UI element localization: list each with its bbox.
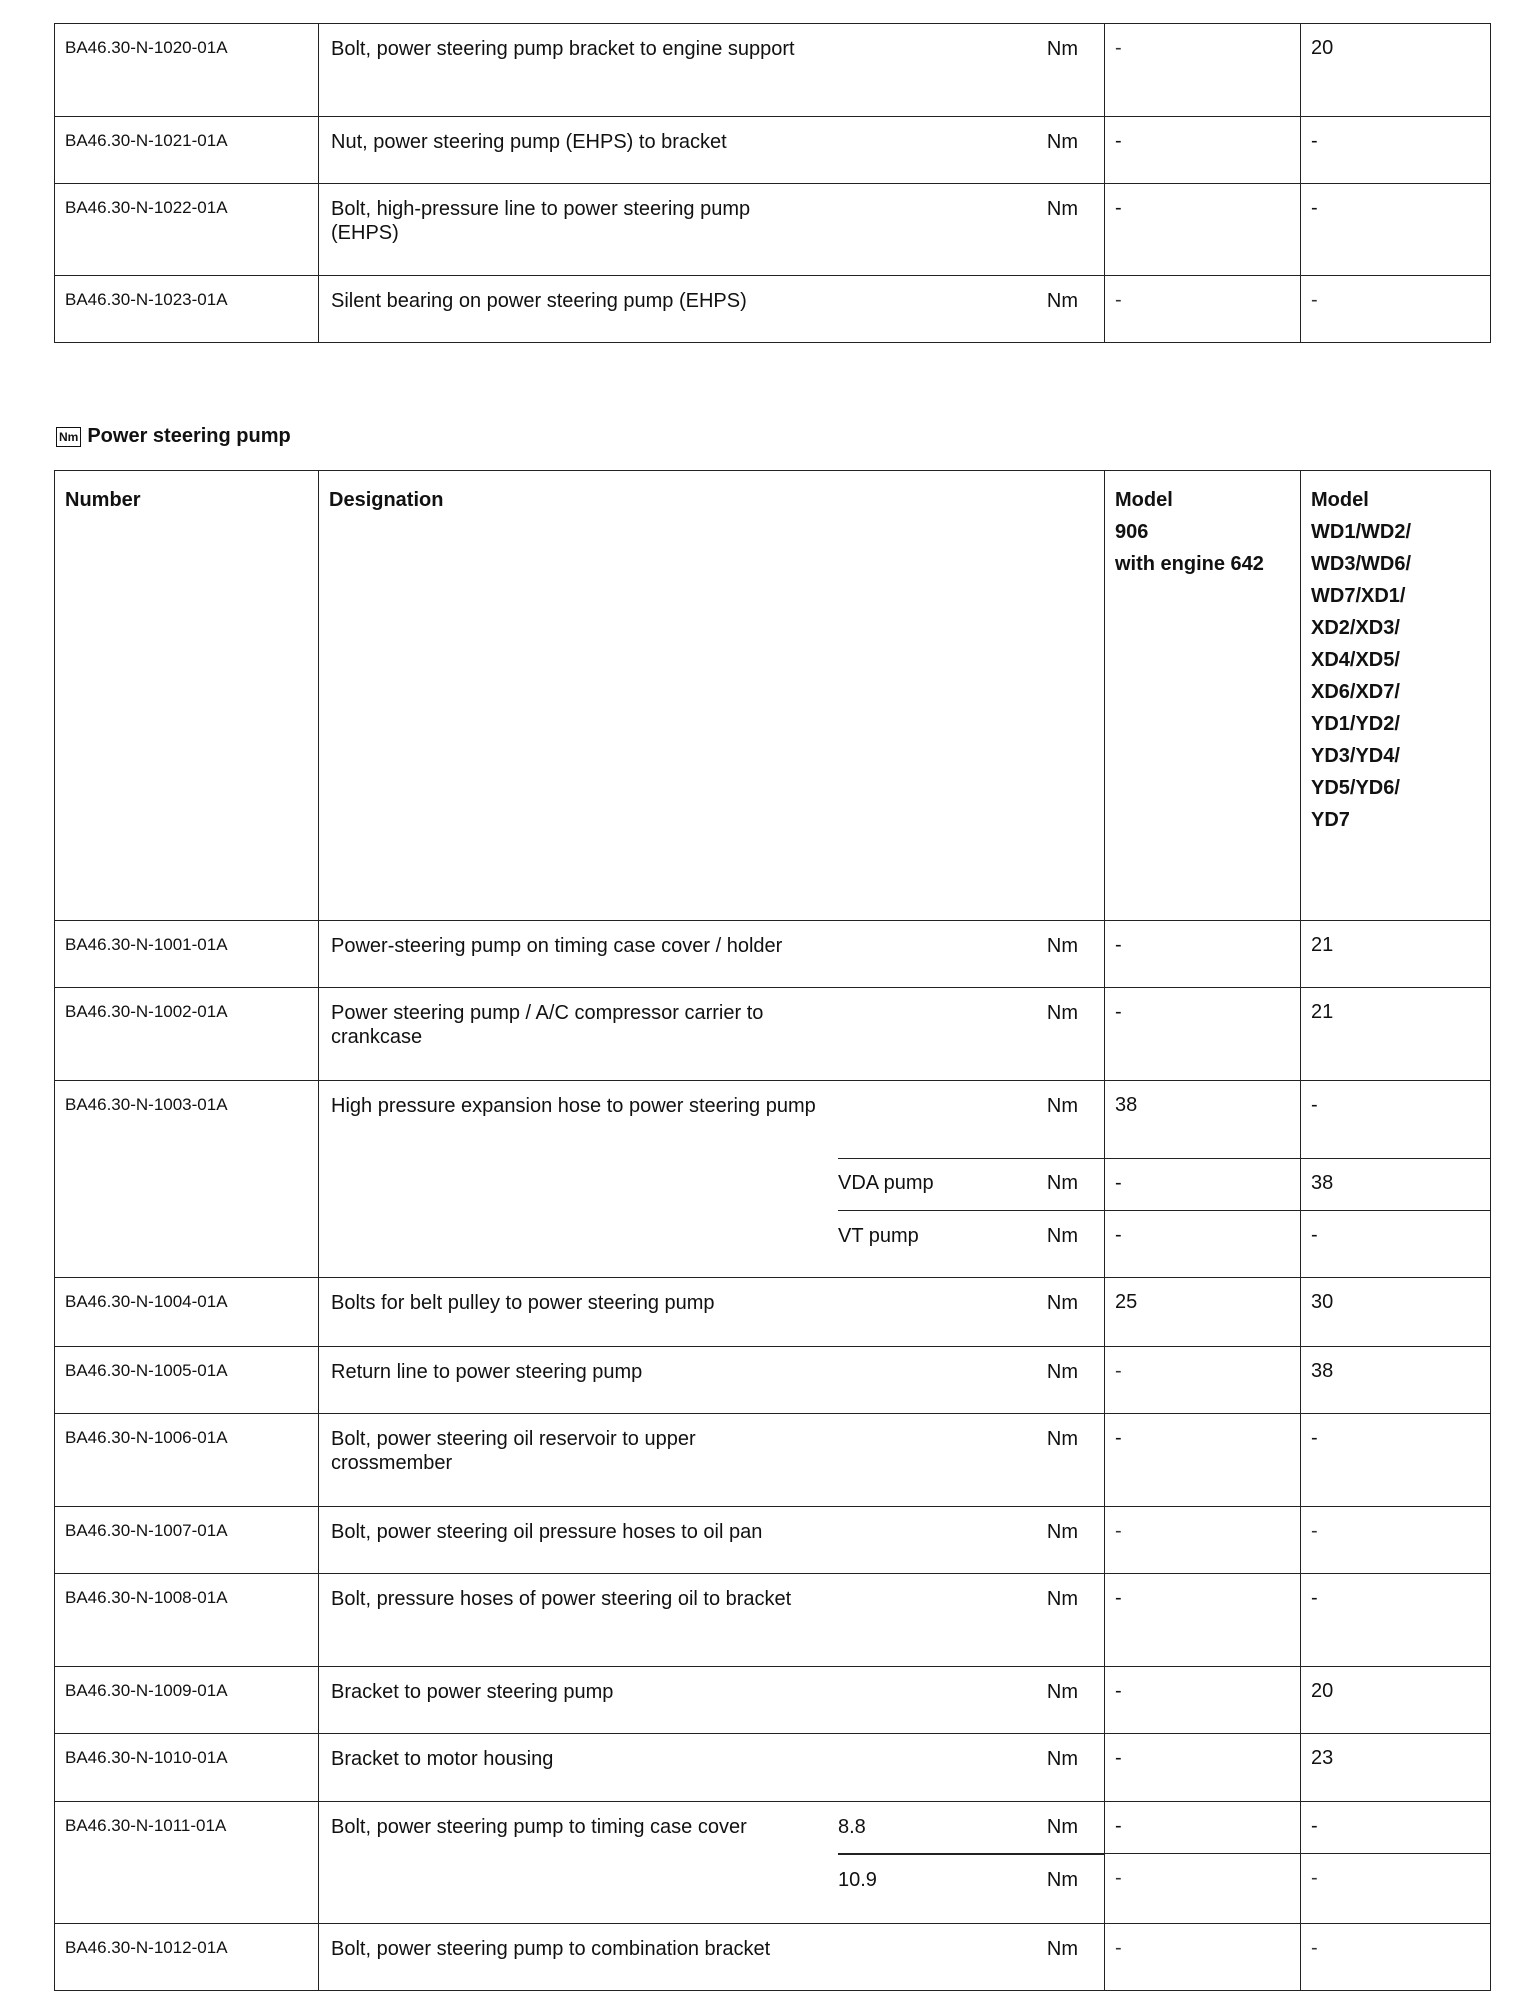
value-model-906: - (1105, 1574, 1301, 1667)
table-row (55, 184, 1491, 276)
unit-label: Nm (1046, 1521, 1078, 1543)
power-steering-pump-table (54, 470, 1491, 1991)
unit-label: Nm (1046, 1588, 1078, 1610)
part-number: BA46.30-N-1023-01A (55, 276, 319, 343)
value-model-906: - (1105, 184, 1301, 276)
row-divider (838, 1210, 1105, 1211)
unit-label: Nm (1046, 290, 1078, 312)
part-number: BA46.30-N-1020-01A (55, 24, 319, 117)
designation: Bolt, high-pressure line to power steering pump (EHPS) (331, 198, 751, 244)
value-model-906: - (1105, 1667, 1301, 1734)
value-model-906: - (1105, 1734, 1301, 1802)
part-number: BA46.30-N-1003-01A (55, 1081, 319, 1278)
unit-label: Nm (1046, 1172, 1078, 1194)
designation: Bolt, power steering pump to combination bracket (331, 1938, 771, 1960)
part-number: BA46.30-N-1010-01A (55, 1734, 319, 1802)
sub-label: VDA pump (838, 1172, 934, 1194)
value-model-906: - (1105, 24, 1301, 117)
value-model-wd: 38 (1301, 1159, 1491, 1211)
value-model-wd: 21 (1301, 988, 1491, 1081)
value-model-906: - (1105, 1414, 1301, 1507)
value-model-wd: - (1301, 1211, 1491, 1278)
value-model-wd: - (1301, 1854, 1491, 1924)
unit-label: Nm (1046, 131, 1078, 153)
unit-label: Nm (1046, 1225, 1078, 1247)
value-model-906: - (1105, 921, 1301, 988)
designation: Bracket to power steering pump (331, 1681, 614, 1703)
sub-label: 10.9 (838, 1869, 877, 1891)
value-model-906: - (1105, 1347, 1301, 1414)
value-model-wd: - (1301, 1081, 1491, 1159)
unit-label: Nm (1046, 1292, 1078, 1314)
unit-label: Nm (1046, 1428, 1078, 1450)
unit-label: Nm (1046, 1816, 1078, 1838)
value-model-wd: - (1301, 1924, 1491, 1991)
part-number: BA46.30-N-1001-01A (55, 921, 319, 988)
part-number: BA46.30-N-1009-01A (55, 1667, 319, 1734)
value-model-wd: - (1301, 1802, 1491, 1854)
designation: High pressure expansion hose to power steering pump (331, 1095, 816, 1117)
designation: Bolt, pressure hoses of power steering oil to bracket (331, 1588, 792, 1610)
table-row (55, 1081, 1491, 1159)
part-number: BA46.30-N-1002-01A (55, 988, 319, 1081)
unit-label: Nm (1046, 1748, 1078, 1770)
part-number: BA46.30-N-1008-01A (55, 1574, 319, 1667)
designation: Nut, power steering pump (EHPS) to bracket (331, 131, 727, 153)
unit-label: Nm (1046, 1681, 1078, 1703)
value-model-wd: - (1301, 1414, 1491, 1507)
value-model-wd: - (1301, 1507, 1491, 1574)
value-model-wd: - (1301, 117, 1491, 184)
value-model-wd: - (1301, 1574, 1491, 1667)
designation: Silent bearing on power steering pump (EHPS) (331, 290, 747, 312)
table-row (55, 1278, 1491, 1347)
designation: Bracket to motor housing (331, 1748, 554, 1770)
value-model-wd: 20 (1301, 24, 1491, 117)
table-row (55, 1802, 1491, 1854)
table-row (55, 1574, 1491, 1667)
row-divider (838, 1158, 1105, 1159)
value-model-906: 38 (1105, 1081, 1301, 1159)
table-row (55, 1667, 1491, 1734)
header-model-wd: Model WD1/WD2/ WD3/WD6/ WD7/XD1/ XD2/XD3/ XD4/XD5/ XD6/XD7/ YD1/YD2/ YD3/YD4/ YD5/YD6/ YD7 (1301, 471, 1491, 921)
value-model-906: - (1105, 1854, 1301, 1924)
designation: Bolt, power steering pump bracket to engine support (331, 38, 795, 60)
value-model-906: - (1105, 988, 1301, 1081)
header-model-906: Model 906 with engine 642 (1105, 471, 1301, 921)
table-row (55, 988, 1491, 1081)
value-model-906: - (1105, 1211, 1301, 1278)
value-model-wd: - (1301, 276, 1491, 343)
table-row (55, 24, 1491, 117)
part-number: BA46.30-N-1012-01A (55, 1924, 319, 1991)
section-heading (56, 425, 291, 448)
table-row (55, 1347, 1491, 1414)
unit-label: Nm (1046, 1938, 1078, 1960)
value-model-906: 25 (1105, 1278, 1301, 1347)
designation: Power-steering pump on timing case cover / holder (331, 935, 783, 957)
table-row (55, 276, 1491, 343)
designation: Bolt, power steering pump to timing case cover (331, 1816, 747, 1838)
designation: Bolts for belt pulley to power steering pump (331, 1292, 715, 1314)
table-header-row (55, 471, 1491, 921)
value-model-906: - (1105, 1507, 1301, 1574)
header-number: Number (55, 471, 319, 921)
table-row (55, 1924, 1491, 1991)
header-designation: Designation (319, 471, 1105, 921)
unit-label: Nm (1046, 935, 1078, 957)
unit-label: Nm (1046, 1002, 1078, 1024)
value-model-wd: 38 (1301, 1347, 1491, 1414)
row-divider (838, 1853, 1105, 1855)
unit-label: Nm (1046, 1869, 1078, 1891)
table-row (55, 1734, 1491, 1802)
value-model-wd: 30 (1301, 1278, 1491, 1347)
part-number: BA46.30-N-1004-01A (55, 1278, 319, 1347)
unit-label: Nm (1046, 1361, 1078, 1383)
part-number: BA46.30-N-1006-01A (55, 1414, 319, 1507)
value-model-906: - (1105, 117, 1301, 184)
value-model-wd: 21 (1301, 921, 1491, 988)
table-row (55, 1414, 1491, 1507)
table-row (55, 117, 1491, 184)
unit-label: Nm (1046, 198, 1078, 220)
designation: Power steering pump / A/C compressor carrier to crankcase (331, 1002, 764, 1048)
value-model-906: - (1105, 1159, 1301, 1211)
designation: Bolt, power steering oil reservoir to upper crossmember (331, 1428, 696, 1474)
part-number: BA46.30-N-1007-01A (55, 1507, 319, 1574)
value-model-wd: 23 (1301, 1734, 1491, 1802)
value-model-wd: 20 (1301, 1667, 1491, 1734)
part-number: BA46.30-N-1005-01A (55, 1347, 319, 1414)
table-row (55, 1507, 1491, 1574)
part-number: BA46.30-N-1011-01A (55, 1802, 319, 1924)
torque-icon: Nm (56, 427, 81, 447)
unit-label: Nm (1046, 1095, 1078, 1117)
table-row (55, 921, 1491, 988)
unit-label: Nm (1046, 38, 1078, 60)
top-torque-table (54, 23, 1491, 343)
sub-label: VT pump (838, 1225, 919, 1247)
value-model-wd: - (1301, 184, 1491, 276)
part-number: BA46.30-N-1022-01A (55, 184, 319, 276)
value-model-906: - (1105, 1924, 1301, 1991)
designation: Return line to power steering pump (331, 1361, 643, 1383)
designation: Bolt, power steering oil pressure hoses to oil pan (331, 1521, 763, 1543)
value-model-906: - (1105, 1802, 1301, 1854)
value-model-906: - (1105, 276, 1301, 343)
section-title: Power steering pump (87, 425, 291, 447)
sub-label: 8.8 (838, 1816, 866, 1838)
part-number: BA46.30-N-1021-01A (55, 117, 319, 184)
